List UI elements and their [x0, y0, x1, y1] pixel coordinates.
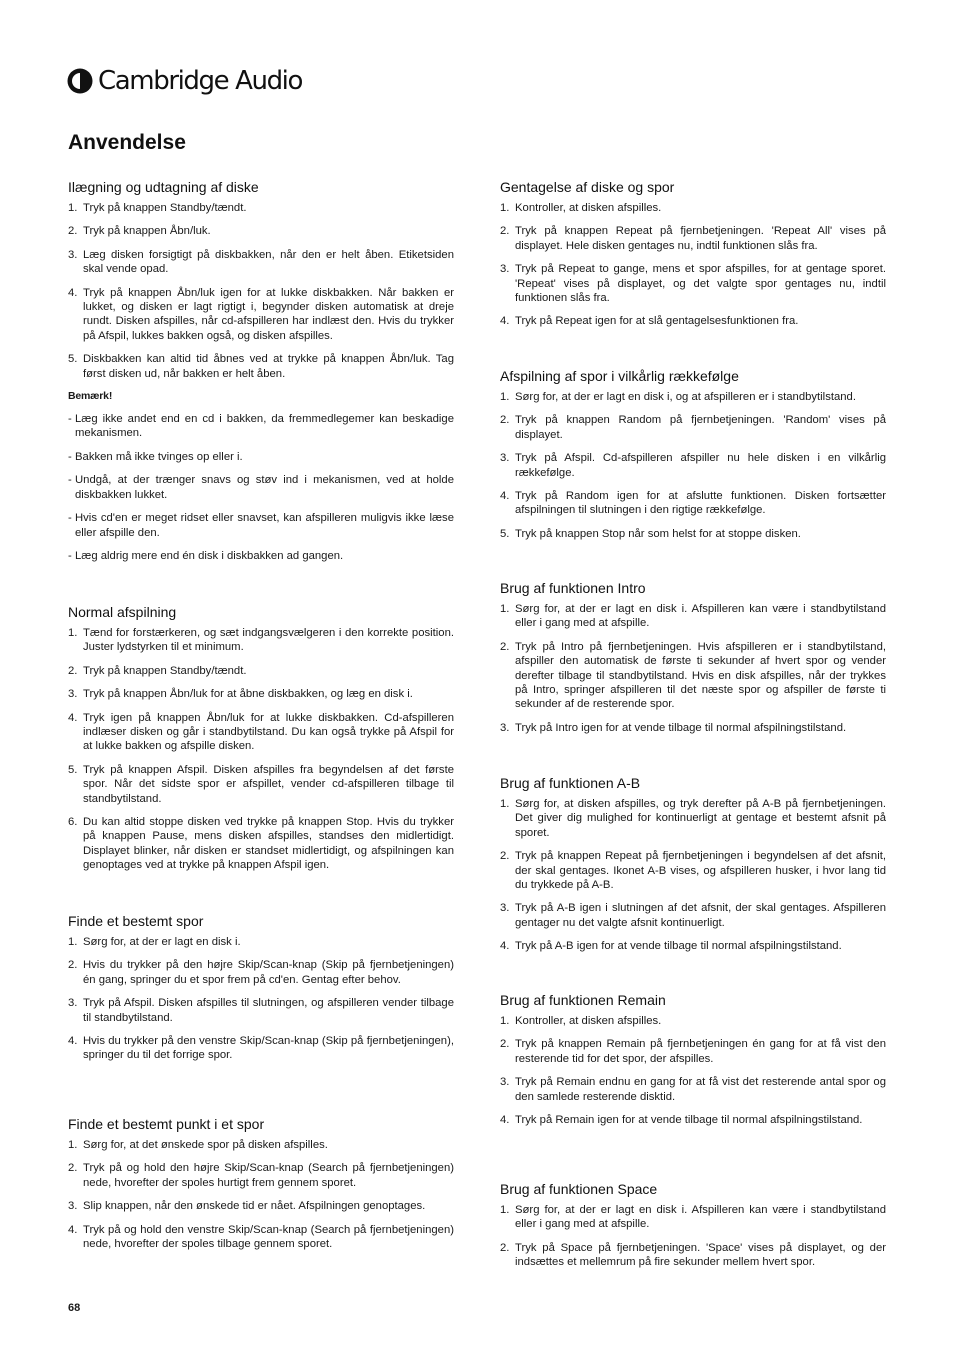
- step-list: [68, 935, 454, 1063]
- step-item: [68, 1199, 454, 1213]
- section-random: [500, 367, 886, 550]
- step-number: 4.: [500, 490, 510, 503]
- step-item: [68, 1138, 454, 1152]
- note-text: Læg aldrig mere end én disk i diskbakken ad gangen.: [75, 549, 344, 562]
- note-item: [68, 412, 454, 441]
- step-text: Hvis du trykker på den højre Skip/Scan-knap (Skip på fjernbetjeningen) én gang, springer du et spor frem på cd'en. Gentag efter behov.: [83, 959, 454, 986]
- note-text: Undgå, at der trænger snavs og støv ind i mekanismen, ved at holde diskbakken lukket.: [75, 474, 454, 501]
- step-item: [500, 1075, 886, 1104]
- step-item: [500, 1113, 886, 1127]
- section-ab: [500, 774, 886, 963]
- page-number: 68: [68, 1302, 81, 1314]
- step-list: [500, 797, 886, 954]
- step-text: Sørg for, at der er lagt en disk i.: [83, 936, 241, 948]
- note-item: [68, 450, 454, 464]
- step-text: Tryk på Afspil. Disken afspilles til slutningen, og afspilleren vender tilbage til standbytilstand.: [83, 997, 454, 1024]
- note-label: Bemærk!: [68, 390, 113, 403]
- step-text: Diskbakken kan altid tid åbnes ved at trykke på knappen Åbn/luk. Tag først disken ud, når bakken er helt åben.: [83, 353, 454, 380]
- step-text: Sørg for, at der er lagt en disk i. Afspilleren kan være i standbytilstand eller i gang med at afspille.: [515, 603, 886, 630]
- step-item: [68, 1223, 454, 1252]
- step-number: 4.: [500, 1114, 510, 1127]
- step-number: 2.: [500, 850, 510, 863]
- step-number: 4.: [68, 711, 78, 724]
- step-item: [500, 451, 886, 480]
- step-list: [500, 201, 886, 329]
- section-title: Gentagelse af diske og spor: [500, 179, 675, 195]
- step-text: Tryk på knappen Standby/tændt.: [83, 664, 247, 677]
- step-text: Kontroller, at disken afspilles.: [515, 1015, 662, 1027]
- step-item: [500, 640, 886, 712]
- step-list: [68, 1138, 454, 1251]
- step-item: [68, 286, 454, 344]
- step-text: Tryk på Space på fjernbetjeningen. 'Space' vises på displayet, og der indsættes et mellemrum på fire sekunder mellem hvert spor.: [515, 1241, 886, 1269]
- step-text: Tryk på knappen Random på fjernbetjeningen. 'Random' vises på displayet.: [515, 414, 886, 441]
- step-item: [500, 262, 886, 305]
- step-text: Tryk på knappen Åbn/luk.: [83, 225, 211, 238]
- step-text: Sørg for, at disken afspilles, og tryk derefter på A-B på fjernbetjeningen. Det giver dig mulighed for kontinuerligt at gentage et bestemt afsnit på sporet.: [515, 798, 886, 839]
- step-item: [500, 849, 886, 892]
- step-text: Tryk på Repeat igen for at slå gentagelsesfunktionen fra.: [515, 315, 799, 328]
- step-item: [500, 1203, 886, 1232]
- step-item: [500, 224, 886, 253]
- step-text: Sørg for, at det ønskede spor på disken afspilles.: [83, 1139, 328, 1151]
- step-number: 2.: [500, 1241, 510, 1254]
- step-text: Kontroller, at disken afspilles.: [515, 202, 662, 214]
- step-item: [68, 958, 454, 987]
- note-dash: -: [68, 474, 72, 487]
- step-number: 3.: [500, 1076, 510, 1089]
- step-item: [500, 939, 886, 953]
- step-text: Tryk på og hold den højre Skip/Scan-knap (Search på fjernbetjeningen) nede, hvorefter der spoles hurtigt frem gennem sporet.: [83, 1162, 454, 1189]
- step-text: Tryk igen på knappen Åbn/luk for at lukke diskbakken. Cd-afspilleren indlæser disken og går i standbytilstand. Du kan også trykke på Afspil for at lukke bakken og afspille disken.: [83, 711, 454, 753]
- step-item: [68, 687, 454, 701]
- section-intro: [500, 579, 886, 744]
- step-number: 4.: [68, 1223, 78, 1236]
- step-number: 4.: [500, 315, 510, 328]
- section-normal-afspilning: [68, 603, 454, 882]
- section-title: Normal afspilning: [68, 604, 177, 620]
- step-text: Tænd for forstærkeren, og sæt indgangsvælgeren i den korrekte position. Juster lydstyrken til et minimum.: [83, 627, 454, 654]
- step-number: 1.: [500, 1015, 510, 1027]
- step-number: 2.: [68, 664, 78, 677]
- step-text: Tryk på knappen Åbn/luk for at åbne diskbakken, og læg en disk i.: [83, 688, 413, 701]
- step-text: Sørg for, at der er lagt en disk i, og at afspilleren er i standbytilstand.: [515, 391, 856, 403]
- step-text: Tryk på A-B igen for at vende tilbage til normal afspilningstilstand.: [515, 940, 842, 953]
- step-item: [68, 352, 454, 381]
- step-item: [500, 314, 886, 328]
- step-number: 3.: [68, 688, 78, 701]
- step-number: 3.: [500, 902, 510, 915]
- step-number: 1.: [68, 627, 78, 639]
- section-title: Brug af funktionen Intro: [500, 580, 646, 596]
- step-number: 3.: [500, 263, 510, 276]
- step-number: 4.: [68, 286, 78, 299]
- step-text: Tryk på og hold den venstre Skip/Scan-knap (Search på fjernbetjeningen) nede, hvorefter der spoles tilbage gennem sporet.: [83, 1223, 454, 1251]
- step-number: 2.: [68, 959, 78, 972]
- step-item: [68, 248, 454, 277]
- step-text: Tryk på Afspil. Cd-afspilleren afspiller nu hele disken i en vilkårlig rækkefølge.: [515, 452, 886, 479]
- step-text: Tryk på knappen Stop når som helst for at stoppe disken.: [515, 527, 801, 540]
- step-list: [500, 602, 886, 735]
- step-number: 5.: [68, 763, 78, 776]
- step-text: Tryk på Remain igen for at vende tilbage til normal afspilningstilstand.: [515, 1114, 863, 1127]
- step-number: 3.: [68, 997, 78, 1010]
- step-number: 5.: [500, 527, 510, 540]
- step-item: [500, 602, 886, 631]
- step-item: [500, 721, 886, 735]
- step-number: 1.: [500, 798, 510, 810]
- step-item: [68, 815, 454, 873]
- step-item: [68, 224, 454, 238]
- note-dash: -: [68, 549, 72, 562]
- step-text: Tryk på knappen Repeat på fjernbetjeningen i begyndelsen af det afsnit, der skal gentages. Ikonet A-B vises, og afspilleren husker, i hvor lang tid du trykkede på A-B.: [515, 850, 886, 892]
- step-list: [500, 1014, 886, 1127]
- section-title: Brug af funktionen Remain: [500, 992, 666, 1008]
- step-item: [500, 1241, 886, 1270]
- step-number: 3.: [68, 248, 78, 261]
- step-number: 1.: [500, 391, 510, 403]
- step-item: [500, 390, 886, 404]
- step-number: 2.: [500, 1038, 510, 1051]
- section-remain: [500, 991, 886, 1136]
- section-ilaegning: [68, 178, 454, 572]
- step-item: [68, 996, 454, 1025]
- step-number: 2.: [68, 225, 78, 238]
- note-list: [68, 412, 454, 563]
- section-finde-spor: [68, 912, 454, 1072]
- step-text: Du kan altid stoppe disken ved trykke på knappen Stop. Hvis du trykker på knappen Pause, mens disken afspilles, standses den midlertidigt. Displayet blinker, når disken er standset midlertidigt, og afspilningen kan genoptages ved at trykke på knappen Afspil igen.: [83, 816, 454, 872]
- step-list: [500, 1203, 886, 1270]
- step-text: Tryk på knappen Remain på fjernbetjeningen én gang for at få vist den resterende tid for det spor, der afspilles.: [515, 1038, 886, 1065]
- step-item: [68, 935, 454, 949]
- step-item: [500, 901, 886, 930]
- step-number: 1.: [68, 1139, 78, 1151]
- step-text: Tryk på A-B igen i slutningen af det afsnit, der skal gentages. Afspilleren gentager nu det valgte afsnit kontinuerligt.: [515, 902, 886, 929]
- step-list: [68, 626, 454, 873]
- section-space: [500, 1180, 886, 1279]
- step-list: [68, 201, 454, 381]
- step-number: 1.: [500, 1204, 510, 1216]
- step-text: Tryk på Random igen for at afslutte funktionen. Disken fortsætter afspilningen til slutningen i den rigtige rækkefølge.: [515, 490, 886, 517]
- step-text: Tryk på Intro på fjernbetjeningen. Hvis afspilleren er i standbytilstand, afspiller den automatisk de første ti sekunder af hvert spor og vender derefter tilbage til standbytilstand. Hvis en disk afspilles, når der trykkes på Intro, springer afspilleren til det næste spor og afspiller de første ti sekunder af de resterende spor.: [515, 640, 886, 711]
- step-number: 1.: [68, 202, 78, 214]
- section-finde-punkt: [68, 1115, 454, 1260]
- step-item: [500, 797, 886, 840]
- page-title: Anvendelse: [68, 131, 186, 154]
- brand-logo: [67, 64, 302, 98]
- note-item: [68, 549, 454, 563]
- note-dash: -: [68, 450, 72, 463]
- step-number: 2.: [500, 640, 510, 653]
- step-text: Slip knappen, når den ønskede tid er nået. Afspilningen genoptages.: [83, 1200, 426, 1213]
- section-title: Finde et bestemt spor: [68, 913, 204, 929]
- step-number: 2.: [500, 414, 510, 427]
- section-gentagelse: [500, 178, 886, 338]
- step-item: [68, 1034, 454, 1063]
- note-dash: -: [68, 413, 72, 426]
- section-title: Ilægning og udtagning af diske: [68, 179, 259, 195]
- step-text: Tryk på Intro igen for at vende tilbage til normal afspilningstilstand.: [515, 721, 847, 734]
- note-item: [68, 473, 454, 502]
- step-item: [500, 201, 886, 215]
- step-number: 1.: [68, 936, 78, 948]
- step-text: Tryk på knappen Åbn/luk igen for at lukke diskbakken. Når bakken er lukket, og disken er lagt rigtigt i, begynder disken automatisk at dreje rundt. Disken afspilles, når cd-afspilleren har indlæst den. Hvis du trykker på Afspil, lukkes bakken også, og disken afspilles.: [83, 286, 454, 342]
- step-number: 6.: [68, 816, 78, 829]
- section-title: Finde et bestemt punkt i et spor: [68, 1116, 265, 1132]
- step-item: [500, 413, 886, 442]
- step-item: [500, 1014, 886, 1028]
- step-item: [68, 1161, 454, 1190]
- step-number: 5.: [68, 353, 78, 366]
- step-text: Tryk på knappen Standby/tændt.: [83, 202, 247, 214]
- step-number: 4.: [500, 940, 510, 953]
- step-text: Sørg for, at der er lagt en disk i. Afspilleren kan være i standbytilstand eller i gang med at afspille.: [515, 1204, 886, 1231]
- step-item: [500, 489, 886, 518]
- note-text: Hvis cd'en er meget ridset eller snavset, kan afspilleren muligvis ikke læse eller afspille den.: [75, 512, 454, 539]
- section-title: Brug af funktionen A-B: [500, 775, 641, 791]
- step-text: Hvis du trykker på den venstre Skip/Scan-knap (Skip på fjernbetjeningen), springer du til det forrige spor.: [83, 1035, 454, 1062]
- step-item: [68, 626, 454, 655]
- cambridge-audio-logo-icon: [67, 68, 93, 94]
- step-text: Tryk på knappen Repeat på fjernbetjeningen. 'Repeat All' vises på displayet. Hele disken gentages nu, indtil funktionen slås fra.: [515, 225, 886, 252]
- note-item: [68, 511, 454, 540]
- step-text: Tryk på Repeat to gange, mens et spor afspilles, for at gentage sporet. 'Repeat' vises på displayet, og det valgte spor gentages nu, indtil funktionen slås fra.: [515, 263, 886, 305]
- section-title: Afspilning af spor i vilkårlig rækkefølge: [500, 368, 739, 384]
- step-item: [68, 711, 454, 754]
- step-item: [68, 763, 454, 806]
- brand-name: Cambridge Audio: [98, 66, 302, 96]
- step-text: Tryk på Remain endnu en gang for at få vist det resterende antal spor og den samlede resterende disktid.: [515, 1076, 886, 1103]
- note-text: Bakken må ikke tvinges op eller i.: [75, 450, 243, 463]
- step-item: [68, 201, 454, 215]
- section-title: Brug af funktionen Space: [500, 1181, 658, 1197]
- step-number: 2.: [68, 1162, 78, 1175]
- step-item: [68, 664, 454, 678]
- step-text: Tryk på knappen Afspil. Disken afspilles fra begyndelsen af det første spor. Når det sidste spor er afspillet, vender cd-afspilleren tilbage til standbytilstand.: [83, 763, 454, 805]
- step-number: 2.: [500, 225, 510, 238]
- step-number: 4.: [68, 1035, 78, 1048]
- step-item: [500, 1037, 886, 1066]
- step-item: [500, 527, 886, 541]
- step-number: 1.: [500, 202, 510, 214]
- step-list: [500, 390, 886, 541]
- step-number: 3.: [500, 452, 510, 465]
- step-number: 3.: [500, 721, 510, 734]
- step-number: 1.: [500, 603, 510, 615]
- step-text: Læg disken forsigtigt på diskbakken, når den er helt åben. Etiketsiden skal vende opad.: [83, 248, 454, 276]
- note-text: Læg ikke andet end en cd i bakken, da fremmedlegemer kan beskadige mekanismen.: [75, 413, 454, 440]
- note-dash: -: [68, 512, 72, 525]
- step-number: 3.: [68, 1200, 78, 1213]
